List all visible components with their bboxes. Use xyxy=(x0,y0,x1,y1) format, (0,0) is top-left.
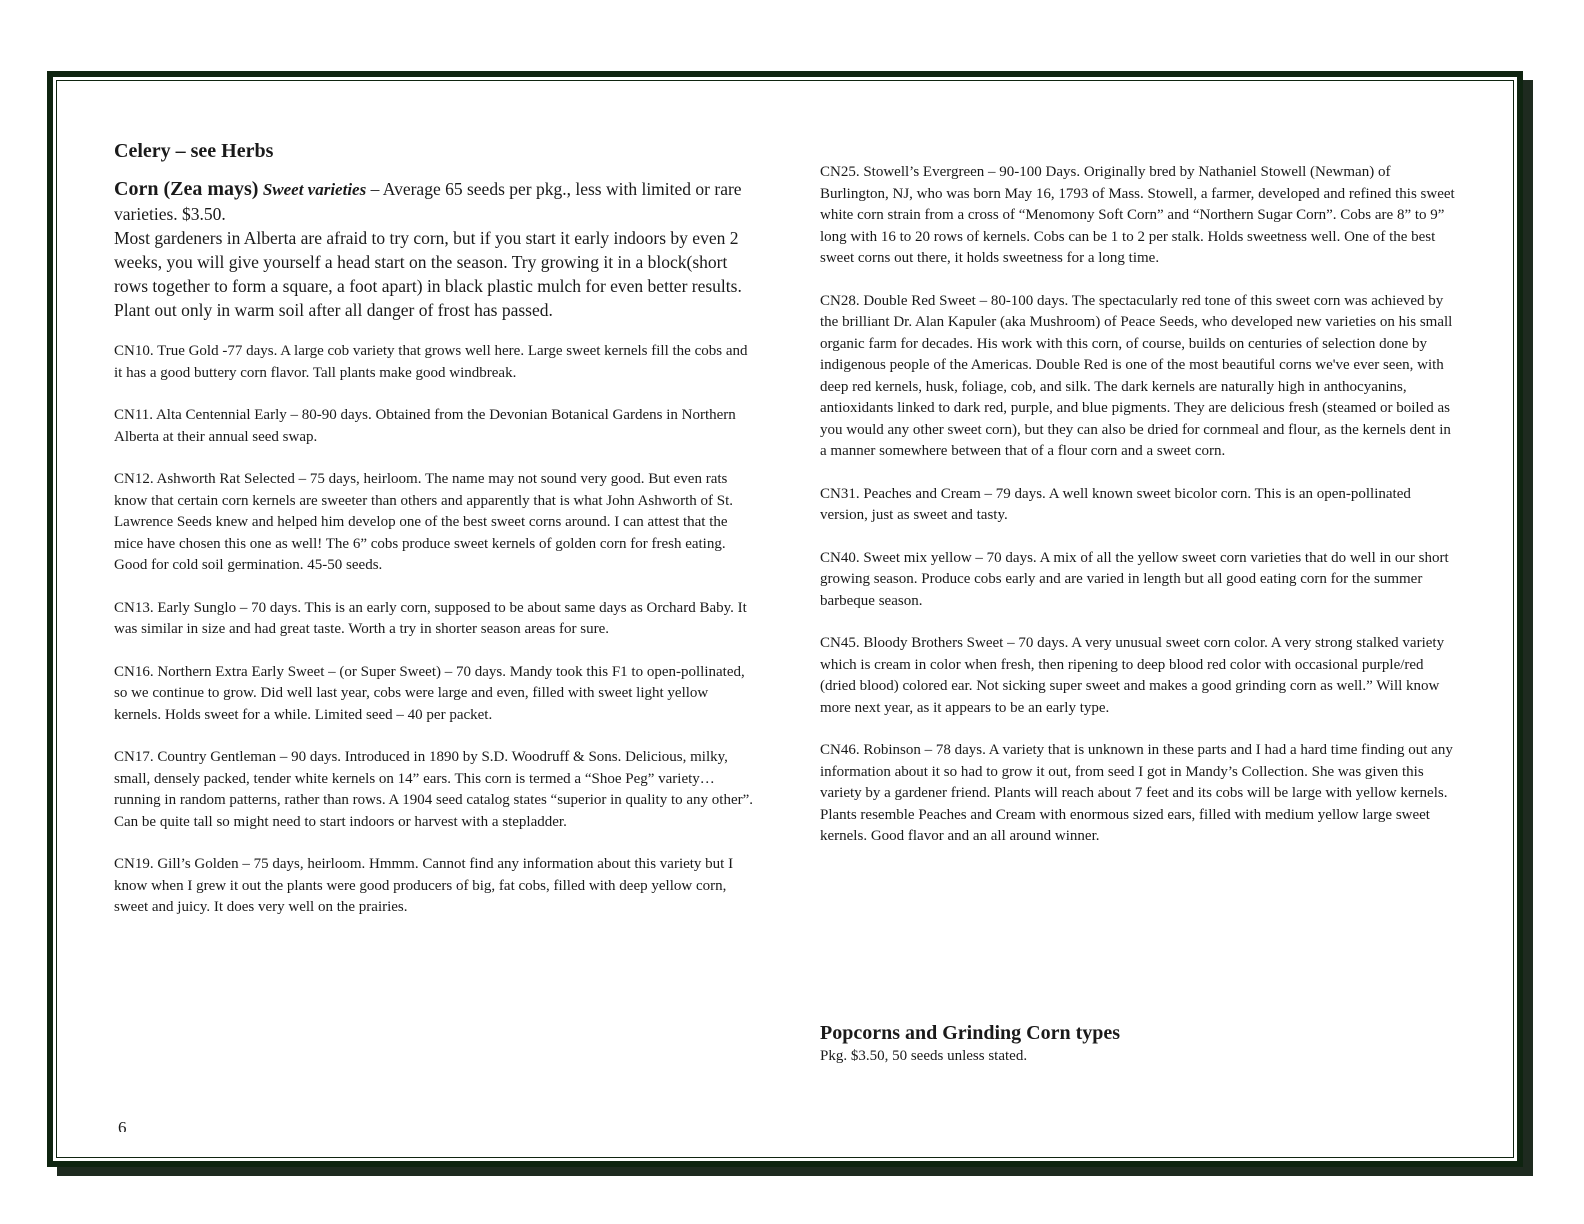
entry-cn16: CN16. Northern Extra Early Sweet – (or Super Sweet) – 70 days. Mandy took this F1 to open-pollinated, so we continue to grow. Did well last year, cobs were large and even, filled with sweet light yellow kernels. Holds sweet for a while. Limited seed – 40 per packet. xyxy=(114,663,745,723)
entry-cn11: CN11. Alta Centennial Early – 80-90 days. Obtained from the Devonian Botanical Gardens in Northern Alberta at their annual seed swap. xyxy=(114,407,736,445)
entry-cn28: CN28. Double Red Sweet – 80-100 days. The spectacularly red tone of this sweet corn was achieved by the brilliant Dr. Alan Kapuler (aka Mushroom) of Peace Seeds, who developed new varieties on his small organic farm for decades. His work with this corn, of course, builds on centuries of selection done by indigenous people of the Americas. Double Red is one of the most beautiful corns we've ever seen, with deep red kernels, husk, foliage, cob, and silk. The dark kernels are naturally high in anthocyanins, antioxidants linked to dark red, purple, and blue pigments. They are delicious fresh (steamed or boiled as you would any other sweet corn), but they can also be dried for cornmeal and flour, as the kernels dent in a manner somewhere between that of a flour corn and a sweet corn. xyxy=(820,292,1453,459)
corn-intro-paragraph xyxy=(114,177,754,322)
entry-cn19: CN19. Gill’s Golden – 75 days, heirloom. Hmmm. Cannot find any information about this variety but I know when I grew it out the plants were good producers of big, fat cobs, filled with deep yellow corn, sweet and juicy. It does very well on the prairies. xyxy=(114,856,734,915)
entry-cn40: CN40. Sweet mix yellow – 70 days. A mix of all the yellow sweet corn varieties that do well in our short growing season. Produce cobs early and are varied in length but all good eating corn for the summer barbeque season. xyxy=(820,549,1449,609)
entry-cn31: CN31. Peaches and Cream – 79 days. A well known sweet bicolor corn. This is an open-pollinated version, just as sweet and tasty. xyxy=(820,485,1411,523)
corn-pricing: – Average 65 seeds per pkg., less with limited or rare varieties. $3.50. xyxy=(114,179,742,224)
entry-cn45: CN45. Bloody Brothers Sweet – 70 days. A very unusual sweet corn color. A very strong stalked variety which is cream in color when fresh, then ripening to deep blood red color with occasional purple/red (dried blood) colored ear. Not sicking super sweet and makes a good grinding corn as well.” Will know more next year, as it appears to be an early type. xyxy=(820,635,1445,716)
corn-intro-text: Most gardeners in Alberta are afraid to try corn, but if you start it early indoors by even 2 weeks, you will give yourself a head start on the season. Try growing it in a block(short rows together to form a square, a foot apart) in black plastic mulch for even better results. Plant out only in warm soil after all danger of frost has passed. xyxy=(114,228,742,320)
popcorn-note: Pkg. $3.50, 50 seeds unless stated. xyxy=(820,1048,1028,1064)
corn-heading: Corn (Zea mays) xyxy=(114,178,259,200)
entry-cn25: CN25. Stowell’s Evergreen – 90-100 Days. Originally bred by Nathaniel Stowell (Newman) of Burlington, NJ, who was born May 16, 1793 of Mass. Stowell, a farmer, developed and refined this sweet white corn strain from a cross of “Menomony Soft Corn” and “Northern Sugar Corn”. Cobs are 8” to 9” long with 16 to 20 rows of kernels. Cobs can be 1 to 2 per stalk. Holds sweetness well. One of the best sweet corns out there, it holds sweetness for a long time. xyxy=(820,164,1455,266)
left-column xyxy=(114,140,754,940)
entry-cn13: CN13. Early Sunglo – 70 days. This is an early corn, supposed to be about same days as Orchard Baby. It was similar in size and had great taste. Worth a try in shorter season areas for sure. xyxy=(114,599,747,637)
popcorn-heading: Popcorns and Grinding Corn types xyxy=(820,1022,1121,1044)
page-number: 6 xyxy=(118,1120,127,1132)
right-column xyxy=(820,162,1460,869)
entry-cn12: CN12. Ashworth Rat Selected – 75 days, heirloom. The name may not sound very good. But even rats know that certain corn kernels are sweeter than others and apparently that is what John Ashworth of St. Lawrence Seeds knew and helped him develop one of the best sweet corns around. I can attest that the mice have chosen this one as well! The 6” cobs produce sweet kernels of golden corn for fresh eating. Good for cold soil germination. 45-50 seeds. xyxy=(114,471,733,573)
popcorn-section xyxy=(820,1020,1460,1066)
corn-subheading: Sweet varieties xyxy=(262,180,367,199)
left-entries xyxy=(114,341,754,919)
entry-cn46: CN46. Robinson – 78 days. A variety that is unknown in these parts and I had a hard time finding out any information about it so had to grow it out, from seed I got in Mandy’s Collection. She was given this variety by a gardener friend. Plants will reach about 7 feet and its cobs will be large with yellow kernels. Plants resemble Peaches and Cream with enormous sized ears, filled with medium yellow large sweet kernels. Good flavor and an all around winner. xyxy=(820,742,1453,844)
celery-heading: Celery – see Herbs xyxy=(114,140,274,162)
entry-cn10: CN10. True Gold -77 days. A large cob variety that grows well here. Large sweet kernels fill the cobs and it has a good buttery corn flavor. Tall plants make good windbreak. xyxy=(114,343,748,381)
entry-cn17: CN17. Country Gentleman – 90 days. Introduced in 1890 by S.D. Woodruff & Sons. Delicious, milky, small, densely packed, tender white kernels on 14” ears. This corn is termed a “Shoe Peg” variety…running in random patterns, rather than rows. A 1904 seed catalog states “superior in quality to any other”. Can be quite tall so might need to start indoors or harvest with a stepladder. xyxy=(114,749,754,830)
